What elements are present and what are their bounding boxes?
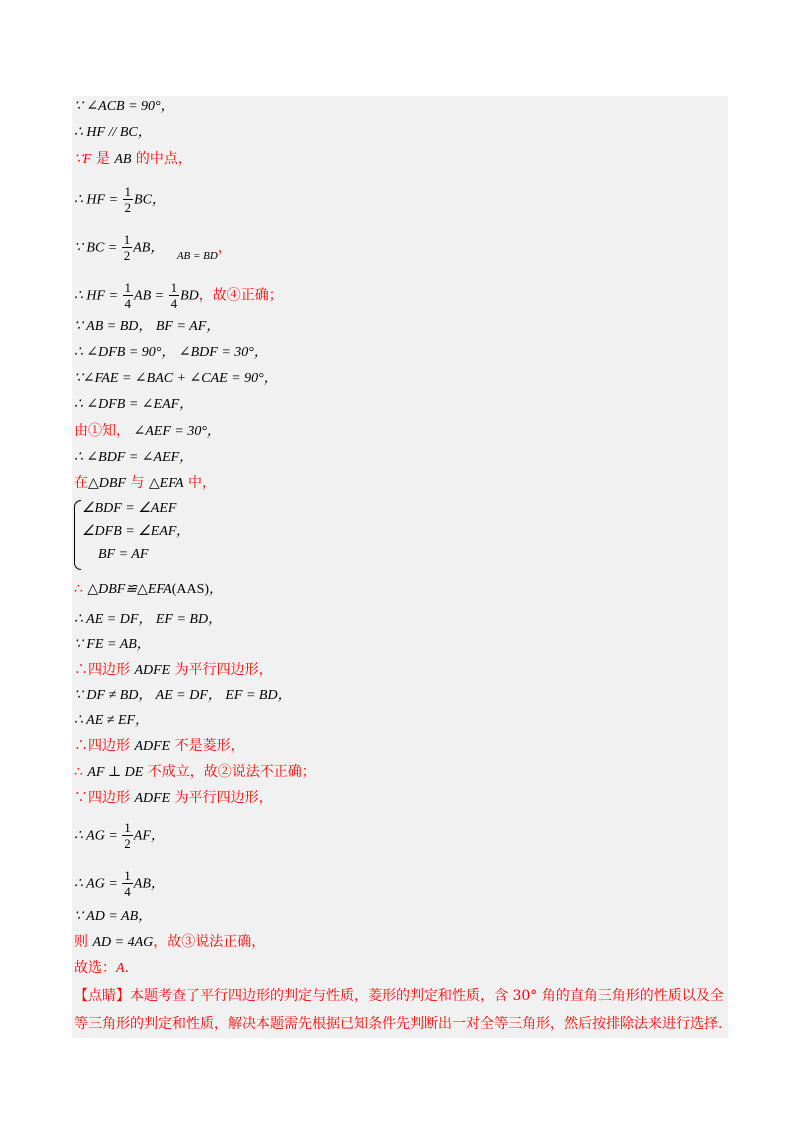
line-21: ∴ AF ⊥ DE 不成立，故②说法不正确； — [74, 764, 316, 780]
note-line-1: 【点睛】本题考查了平行四边形的判定与性质，菱形的判定和性质，含 30° 角的直角三角形的性质以及全 — [74, 988, 724, 1004]
fraction-half: $\frac{1}{2}$ — [123, 232, 131, 263]
line-24: ∴ AG = $\frac{1}{4}$ AB， — [74, 868, 165, 899]
key-point-note — [74, 982, 729, 1038]
fraction-half: $\frac{1}{2}$ — [124, 820, 131, 851]
line-8: ∴ ∠DFB = 90°， ∠BDF = 30°， — [74, 345, 268, 360]
line-9: ∵∠FAE = ∠BAC + ∠CAE = 90°， — [74, 371, 278, 386]
line-25: ∵ AD = AB， — [74, 909, 153, 924]
line-11: 由①知， ∠AEF = 30°， — [74, 423, 221, 439]
line-22: ∵四边形 ADFE 为平行四边形， — [74, 790, 273, 806]
line-2: ∴ HF // BC， — [74, 125, 152, 140]
system-brace — [74, 500, 81, 570]
line-26: 则 AD = 4AG，故③说法正确， — [74, 934, 266, 950]
fraction-half: $\frac{1}{2}$ — [124, 184, 132, 215]
fraction-quarter: $\frac{1}{4}$ — [124, 280, 132, 311]
line-15: ∴ AE = DF， EF = BD， — [74, 612, 223, 627]
line-20: ∴四边形 ADFE 不是菱形， — [74, 738, 245, 754]
line-19: ∴ AE ≠ EF， — [74, 713, 150, 728]
line-27: 故选：A. — [74, 960, 130, 976]
line-4: ∴ HF = $\frac{1}{2}$ BC， — [74, 184, 166, 215]
note-line-2: 等三角形的判定和性质，解决本题需先根据已知条件先判断出一对全等三角形，然后按排除法来进行选择. — [74, 1016, 723, 1032]
line-7: ∵ AB = BD， BF = AF， — [74, 319, 221, 334]
system-row-2: ∠DFB = ∠EAF — [82, 524, 177, 539]
line-17: ∴四边形 ADFE 为平行四边形， — [74, 662, 273, 678]
fraction-quarter: $\frac{1}{4}$ — [124, 868, 131, 899]
line-3: ∵F 是 AB 的中点， — [74, 151, 192, 167]
line-5: ∵ BC = $\frac{1}{2}$ AB， $_{AB = BD}$， — [74, 232, 232, 263]
line-1: ∵ ∠ACB = 90°， — [74, 99, 175, 114]
line-6: ∴ HF = $\frac{1}{4}$ AB = $\frac{1}{4}$ BD，故④正确； — [74, 280, 283, 311]
line-16: ∵ FE = AB， — [74, 637, 151, 652]
line-10: ∴ ∠DFB = ∠EAF， — [74, 397, 194, 412]
system-comma: ， — [176, 524, 190, 539]
line-23: ∴ AG = $\frac{1}{2}$ AF， — [74, 820, 165, 851]
system-row-3: BF = AF — [98, 547, 149, 562]
line-12: ∴ ∠BDF = ∠AEF， — [74, 450, 194, 465]
system-row-1: ∠BDF = ∠AEF — [82, 501, 177, 516]
line-14: ∴ △DBF≌△EFA(AAS)， — [74, 581, 224, 597]
line-13: 在△DBF 与 △EFA 中， — [74, 475, 216, 491]
fraction-quarter: $\frac{1}{4}$ — [170, 280, 178, 311]
line-18: ∵ DF ≠ BD， AE = DF， EF = BD， — [74, 688, 292, 703]
